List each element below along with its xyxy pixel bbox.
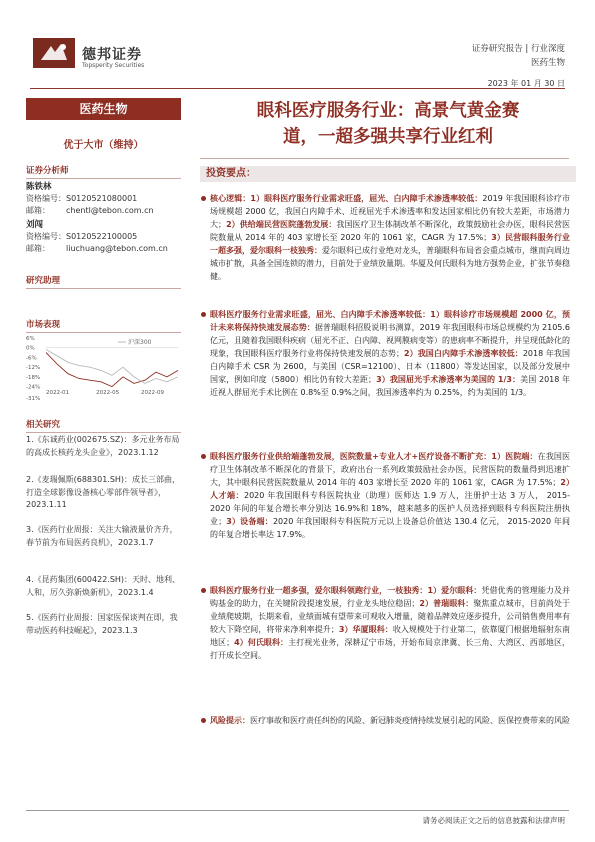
series-line-1 [46, 349, 178, 383]
logo-name-cn: 德邦证券 [82, 47, 142, 63]
y-tick-label: 0% [26, 345, 35, 352]
x-tick-label: 2022-01 [46, 390, 69, 396]
bullet-icon [201, 312, 206, 317]
y-tick-label: 6% [26, 336, 35, 342]
analyst-cert [26, 231, 137, 242]
paragraph-core-logic: 核心逻辑：1）眼科医疗服务行业需求旺盛，屈光、白内障手术渗透率较低：2019 年我国眼科诊疗市场规模超 2000 亿，我国白内障手术、近视屈光手术渗透率和发达国家相比仍有较大差距，市场潜力大；2）供给端民营医院蓬勃发展：我国医疗卫生体制改革不断深化，政策鼓励社会办医，眼科民营医院数量从 2014 年的 403 家增长至 2020 年的 1061 家，CAGR 为 17.5%；3）民营眼科服务行业一超多强，爱尔眼科一枝独秀：爱尔眼科已成行业绝对龙头，普瑞眼科布局省会重点城市，继而向周边城市扩散，具备全国连锁的潜力，目前处于业绩放量期。华厦及何氏眼科为地方强势企业，扩张节奏稳健。 [210, 192, 570, 283]
market-performance-chart [26, 332, 184, 410]
email-label: 邮箱： [26, 206, 50, 215]
analyst-name: 陈铁林 [26, 182, 52, 192]
footer-divider [26, 810, 569, 811]
analyst-name: 刘闯 [26, 220, 44, 230]
assistant-heading: 研究助理 [26, 274, 181, 289]
bullet-icon [201, 588, 206, 593]
x-tick-label: 2022-05 [96, 390, 120, 396]
related-report[interactable]: 4.《昆药集团(600422.SH)：天时、地利、人和，厉久弥新焕新机》，2023.1.4 [26, 575, 181, 597]
title-line: 眼科医疗服务行业：高景气黄金赛 [256, 101, 520, 121]
related-report[interactable]: 1.《东诚药业(002675.SZ)：多元业务布局的高成长核药龙头企业》，2023.1.12 [26, 435, 180, 457]
y-tick-label: -12% [26, 365, 41, 372]
company-logo [33, 38, 75, 68]
paragraph-demand: 眼科医疗服务行业需求旺盛，屈光、白内障手术渗透率较低：1）眼科诊疗市场规模超 2000 亿，预计未来将保持快速发展态势：据普瑞眼科招股说明书测算，2019 年我国眼科市场总规模约为 2105.6 亿元，且随着我国眼科疾病（屈光不正、白内障、视网膜病变等）的患病率不断提升，并呈现低龄化的现象，我国眼科医疗服务行业将保持快速发展的态势；2）我国白内障手术渗透率较低：2018 年我国白内障手术 CSR 为 2600，与美国（CSR=12100）、日本（11800）等发达国家，以及部分发展中国家，例如印度（5800）相比仍有较大差距；3）我国屈光手术渗透率为美国的 1/3：美国 2018 年近视人群屈光手术比例在 0.8%至 0.9%之间，我国渗透率约为 0.25%，约为美国的 1/3。 [210, 308, 570, 399]
paragraph-risk: 风险提示：医疗事故和医疗责任纠纷的风险、新冠肺炎疫情持续发展引起的风险、医保控费带来的风险 [210, 714, 570, 727]
chart-svg [26, 332, 184, 410]
analyst-cert [26, 193, 137, 204]
y-tick-label: -18% [26, 374, 41, 381]
market-heading: 市场表现 [26, 318, 181, 333]
y-tick-label: -24% [26, 384, 41, 391]
cert-value: S0120522100005 [66, 232, 138, 241]
investment-highlights-heading: 投资要点： [200, 166, 576, 182]
email-value[interactable]: chentl@tebon.com.cn [66, 206, 154, 215]
series-line-0 [46, 353, 178, 387]
bullet-icon [201, 454, 206, 459]
logo-name-en: Topsperity Securities [82, 62, 145, 69]
report-type: 证券研究报告 | 行业深度 [471, 44, 565, 54]
paragraph-competition: 眼科医疗服务行业一超多强，爱尔眼科领跑行业，一枝独秀：1）爱尔眼科：凭借优秀的管理能力及并购基金的助力，在关键阶段提速发展，行业龙头地位稳固；2）普瑞眼科：聚焦重点城市，目前尚处于业绩爬坡期，长期来看，业绩面城有望带来可观收入增量，随着品牌效应逐步提升，公司销售费用率有较大下降空间，将带来净利率提升；3）华厦眼科：收入规模处于行业第二，依靠厦门根据地辐射东南地区；4）何氏眼科：主打视光业务，深耕辽宁市场，开始布局京津冀、长三角、大湾区、西部地区，打开成长空间。 [210, 584, 570, 662]
cert-value: S0120521080001 [66, 194, 138, 203]
title-divider [200, 158, 569, 159]
y-tick-label: -6% [26, 355, 37, 362]
footer-disclaimer: 请务必阅读正文之后的信息披露和法律声明 [422, 816, 565, 825]
logo-emblem-icon [33, 38, 75, 68]
analyst-email [26, 205, 154, 216]
bullet-icon [201, 718, 206, 723]
related-report[interactable]: 5.《医药行业周报：国家医保谈判在即，我带动医药科技崛起》，2023.1.3 [26, 613, 178, 635]
bullet-icon [201, 196, 206, 201]
cert-label: 资格编号： [26, 194, 66, 203]
x-tick-label: 2022-09 [141, 390, 165, 396]
report-title [208, 98, 568, 150]
related-report[interactable]: 3.《医药行业周报：关注大输液量价齐升，春节前为布局医药良机》，2023.1.7 [26, 525, 178, 547]
email-value[interactable]: liuchuang@tebon.com.cn [66, 244, 168, 253]
header-divider [30, 88, 565, 89]
email-label: 邮箱： [26, 244, 50, 253]
report-date: 2023 年 01 月 30 日 [487, 79, 565, 88]
cert-label: 资格编号： [26, 232, 66, 241]
legend-label: 沪深300 [128, 339, 152, 346]
paragraph-supply: 眼科医疗服务行业供给端蓬勃发展，医院数量+专业人才+医疗设备不断扩充：1）医院端：在我国医疗卫生体制改革不断深化的背景下，政府出台一系列政策鼓励社会办医，民营医院的数量得到迅速扩大，其中眼科民营医院数量从 2014 年的 403 家增长至 2020 年的 1061 家，CAGR 为 17.5%；2）人才端：2020 年我国眼科专科医院执业（助理）医师达 1.9 万人，注册护士达 3 万人， 2015-2020 年间的年复合增长率分别达 16.9%和 18%，越来越多的医护人员选择到眼科专科医院注册执业；3）设备端：2020 年我国眼科专科医院万元以上设备总价值达 130.4 亿元， 2015-2020 年间的年复合增长率达 17.9%。 [210, 450, 570, 541]
title-line: 道，一超多强共享行业红利 [283, 127, 493, 147]
rating: 优于大市（维持） [63, 140, 144, 151]
related-heading: 相关研究 [26, 418, 181, 433]
related-report[interactable]: 2.《麦瑞佩斯(688301.SH)：成长三部曲，打造全球影像设备核心零部件领导者》，2023.1.11 [26, 475, 181, 509]
report-industry: 医药生物 [530, 58, 565, 68]
sector-banner: 医药生物 [26, 98, 181, 120]
y-tick-label: -31% [26, 396, 41, 402]
analyst-heading: 证券分析师 [26, 164, 181, 179]
analyst-email [26, 243, 168, 254]
